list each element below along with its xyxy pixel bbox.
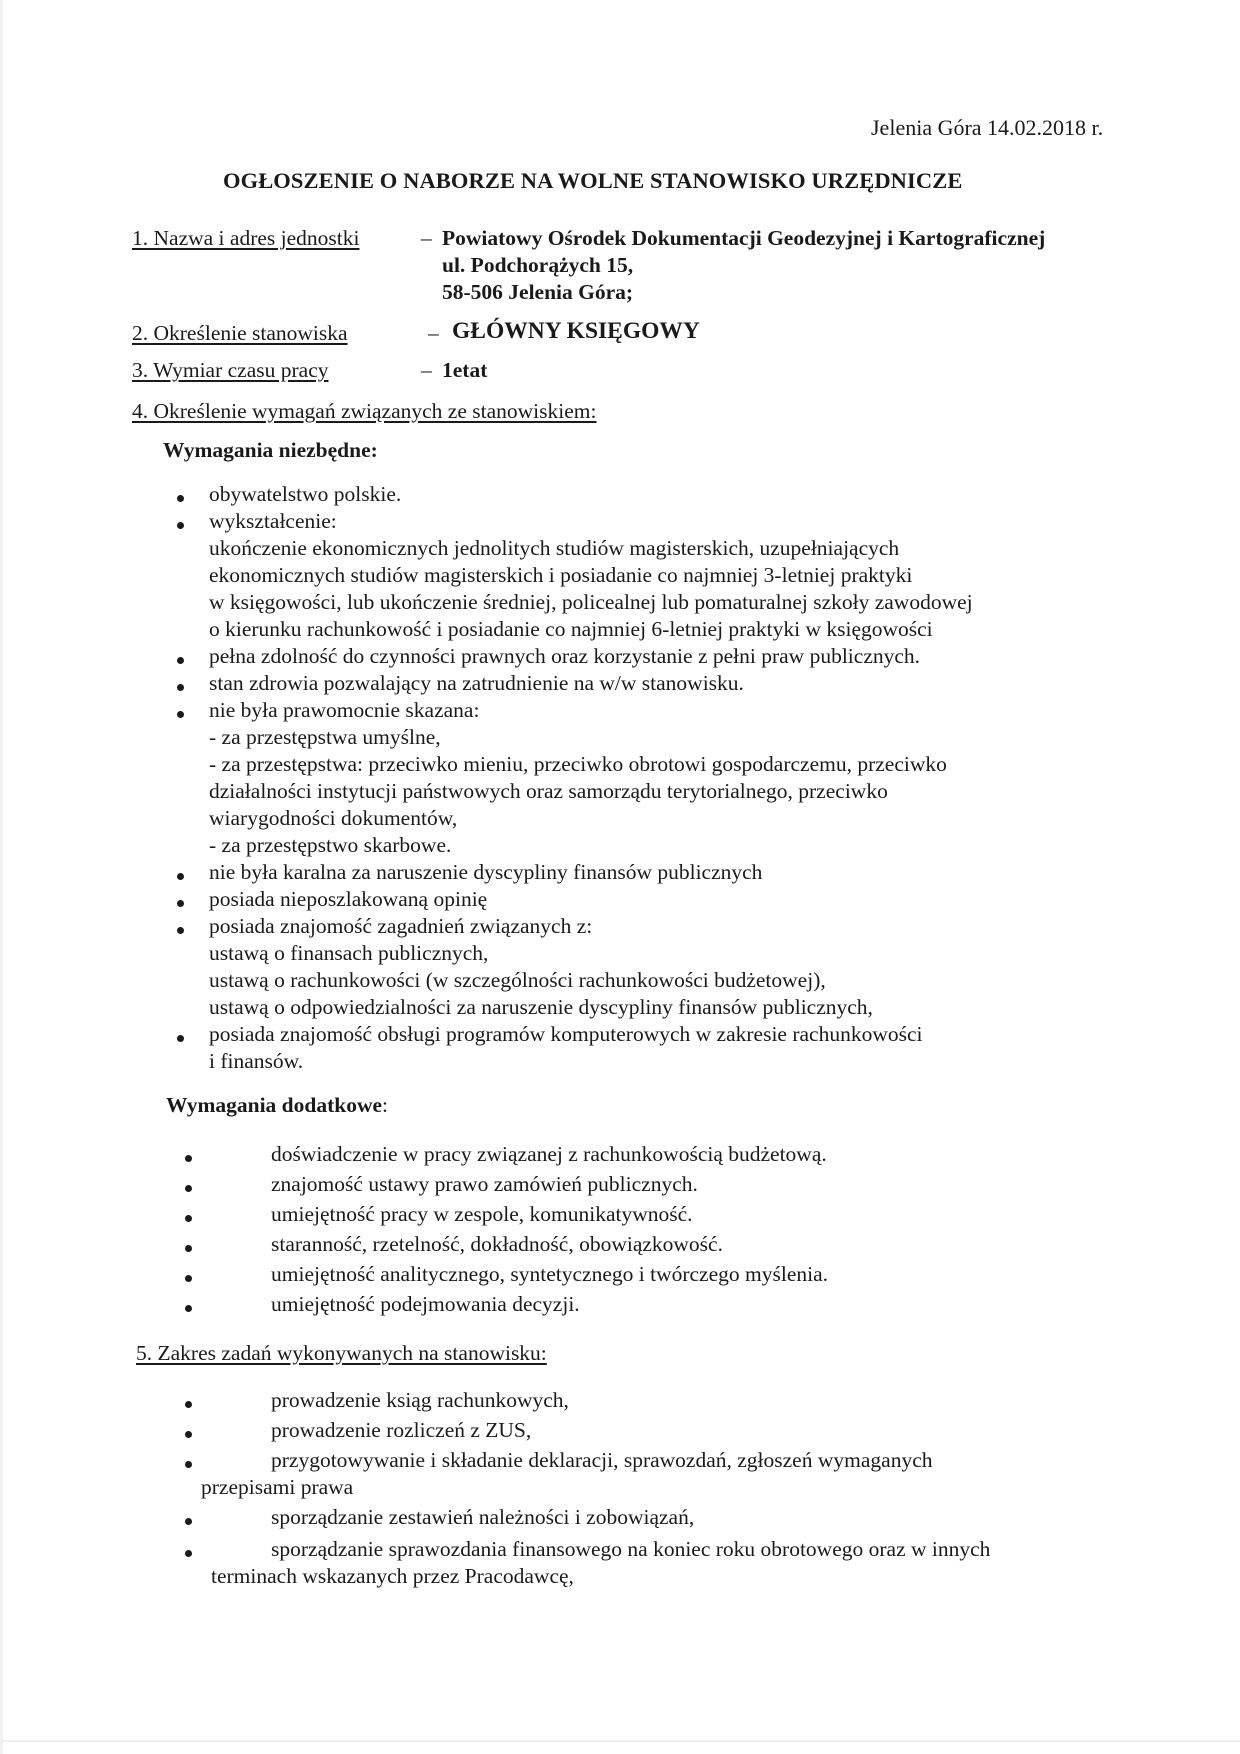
required-heading: Wymagania niezbędne: xyxy=(163,438,378,462)
section-3-label: 3. Wymiar czasu pracy xyxy=(132,358,329,382)
bullet-icon xyxy=(185,1550,192,1557)
additional-item: znajomość ustawy prawo zamówień publicznych. xyxy=(271,1172,698,1196)
bullet-icon xyxy=(185,1431,192,1438)
task-item: sporządzanie zestawień należności i zobowiązań, xyxy=(271,1505,695,1529)
required-line: posiada znajomość zagadnień związanych z: xyxy=(209,914,593,938)
bullet-icon xyxy=(177,522,184,529)
required-line: ustawą o odpowiedzialności za naruszenie dyscypliny finansów publicznych, xyxy=(209,995,873,1019)
required-line: - za przestępstwo skarbowe. xyxy=(209,833,452,857)
bullet-icon xyxy=(185,1305,192,1312)
required-line: - za przestępstwa: przeciwko mieniu, przeciwko obrotowi gospodarczemu, przeciwko xyxy=(209,752,947,776)
bullet-icon xyxy=(177,873,184,880)
additional-item: umiejętność analitycznego, syntetycznego i twórczego myślenia. xyxy=(271,1262,829,1286)
section-2-dash: – xyxy=(428,321,439,345)
required-line: ustawą o rachunkowości (w szczególności rachunkowości budżetowej), xyxy=(209,968,826,992)
bullet-icon xyxy=(177,927,184,934)
required-line: obywatelstwo polskie. xyxy=(209,482,402,506)
required-line: - za przestępstwa umyślne, xyxy=(209,725,441,749)
section-5-label: 5. Zakres zadań wykonywanych na stanowisku: xyxy=(136,1341,547,1365)
task-item: sporządzanie sprawozdania finansowego na koniec roku obrotowego oraz w innych xyxy=(271,1537,991,1561)
required-line: nie była karalna za naruszenie dyscypliny finansów publicznych xyxy=(209,860,763,884)
additional-item: umiejętność pracy w zespole, komunikatywność. xyxy=(271,1202,693,1226)
required-line: nie była prawomocnie skazana: xyxy=(209,698,480,722)
bullet-icon xyxy=(185,1461,192,1468)
bullet-icon xyxy=(185,1245,192,1252)
task-item: prowadzenie rozliczeń z ZUS, xyxy=(271,1418,532,1442)
required-line: posiada znajomość obsługi programów komputerowych w zakresie rachunkowości xyxy=(209,1022,923,1046)
bullet-icon xyxy=(185,1518,192,1525)
required-line: i finansów. xyxy=(209,1049,304,1073)
required-line: wykształcenie: xyxy=(209,509,337,533)
section-3-value: 1etat xyxy=(442,358,488,382)
additional-item: umiejętność podejmowania decyzji. xyxy=(271,1292,580,1316)
scan-edge-bottom xyxy=(0,1740,1240,1742)
bullet-icon xyxy=(177,900,184,907)
additional-heading xyxy=(166,1092,388,1119)
bullet-icon xyxy=(177,1035,184,1042)
task-item: przygotowywanie i składanie deklaracji, sprawozdań, zgłoszeń wymaganych xyxy=(271,1448,933,1472)
additional-heading-text: Wymagania dodatkowe xyxy=(166,1093,383,1117)
section-2-label: 2. Określenie stanowiska xyxy=(132,321,348,345)
required-line: stan zdrowia pozwalający na zatrudnienie na w/w stanowisku. xyxy=(209,671,744,695)
section-1-label: 1. Nazwa i adres jednostki xyxy=(132,226,360,250)
additional-heading-colon: : xyxy=(382,1093,389,1117)
bullet-icon xyxy=(185,1275,192,1282)
bullet-icon xyxy=(177,684,184,691)
bullet-icon xyxy=(177,495,184,502)
document-title: OGŁOSZENIE O NABORZE NA WOLNE STANOWISKO URZĘDNICZE xyxy=(223,168,963,193)
section-1-city: 58-506 Jelenia Góra; xyxy=(442,280,634,304)
task-item-continuation: przepisami prawa xyxy=(201,1475,354,1499)
required-line: o kierunku rachunkowość i posiadanie co najmniej 6-letniej praktyki w księgowości xyxy=(209,617,933,641)
section-4-label: 4. Określenie wymagań związanych ze stanowiskiem: xyxy=(132,399,597,423)
additional-item: staranność, rzetelność, dokładność, obowiązkowość. xyxy=(271,1232,723,1256)
section-1-dash: – xyxy=(421,226,432,250)
required-line: ustawą o finansach publicznych, xyxy=(209,941,489,965)
required-line: posiada nieposzlakowaną opinię xyxy=(209,887,488,911)
required-line: działalności instytucji państwowych oraz samorządu terytorialnego, przeciwko xyxy=(209,779,888,803)
bullet-icon xyxy=(185,1155,192,1162)
required-line: w księgowości, lub ukończenie średniej, policealnej lub pomaturalnej szkoły zawodowej xyxy=(209,590,973,614)
bullet-icon xyxy=(177,657,184,664)
task-item-continuation: terminach wskazanych przez Pracodawcę, xyxy=(211,1564,574,1588)
bullet-icon xyxy=(185,1185,192,1192)
bullet-icon xyxy=(185,1215,192,1222)
scan-edge-left xyxy=(0,0,3,1754)
document-date: Jelenia Góra 14.02.2018 r. xyxy=(871,115,1104,140)
section-1-street: ul. Podchorążych 15, xyxy=(442,253,634,277)
section-3-dash: – xyxy=(421,358,432,382)
required-line: wiarygodności dokumentów, xyxy=(209,806,458,830)
additional-item: doświadczenie w pracy związanej z rachunkowością budżetową. xyxy=(271,1142,827,1166)
required-line: ukończenie ekonomicznych jednolitych studiów magisterskich, uzupełniających xyxy=(209,536,900,560)
required-line: ekonomicznych studiów magisterskich i posiadanie co najmniej 3-letniej praktyki xyxy=(209,563,913,587)
section-1-unit-name: Powiatowy Ośrodek Dokumentacji Geodezyjnej i Kartograficznej xyxy=(442,226,1046,250)
bullet-icon xyxy=(185,1401,192,1408)
required-line: pełna zdolność do czynności prawnych oraz korzystanie z pełni praw publicznych. xyxy=(209,644,921,668)
task-item: prowadzenie ksiąg rachunkowych, xyxy=(271,1388,569,1412)
bullet-icon xyxy=(177,711,184,718)
section-2-position: GŁÓWNY KSIĘGOWY xyxy=(452,318,700,344)
